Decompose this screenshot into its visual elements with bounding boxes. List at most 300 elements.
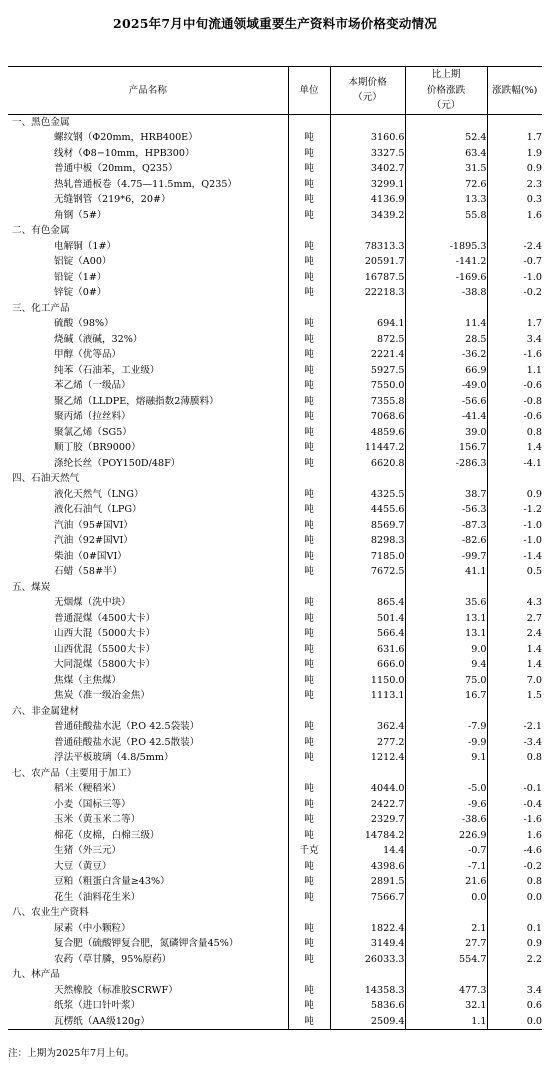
table-row [8, 890, 542, 906]
product-name-cell: 玉米（黄玉米二等） [54, 814, 141, 825]
price-cell: 501.4 [330, 611, 405, 627]
category-name-cell: 七、农产品（主要用于加工） [12, 767, 137, 779]
unit-cell: 吨 [288, 611, 330, 627]
table-row [8, 533, 542, 549]
price-cell: 1822.4 [330, 921, 405, 937]
pct-cell [487, 967, 542, 983]
table-row [8, 239, 542, 255]
change-cell: -0.7 [405, 843, 487, 859]
table-row [8, 626, 542, 642]
table-row [8, 952, 542, 968]
unit-cell: 吨 [288, 239, 330, 255]
price-cell: 277.2 [330, 735, 405, 751]
unit-cell: 吨 [288, 347, 330, 363]
unit-cell [288, 301, 330, 317]
price-cell: 2422.7 [330, 797, 405, 813]
unit-cell: 吨 [288, 502, 330, 518]
unit-cell: 吨 [288, 440, 330, 456]
product-name-cell: 瓦楞纸（AA级120g） [8, 1014, 288, 1030]
change-cell: 52.4 [405, 130, 487, 146]
product-name-cell: 苯乙烯（一级品） [54, 380, 131, 391]
change-cell: -56.3 [405, 502, 487, 518]
category-row [8, 967, 542, 983]
unit-cell: 吨 [288, 161, 330, 177]
unit-cell: 吨 [288, 828, 330, 844]
change-cell: 554.7 [405, 952, 487, 968]
header-pct: 涨跌幅(%) [487, 67, 542, 115]
pct-cell: -1.6 [487, 347, 542, 363]
pct-cell: 2.4 [487, 626, 542, 642]
pct-cell: -0.6 [487, 378, 542, 394]
unit-cell: 吨 [288, 130, 330, 146]
price-cell: 4325.5 [330, 487, 405, 503]
price-cell: 14.4 [330, 843, 405, 859]
pct-cell: 2.7 [487, 611, 542, 627]
pct-cell: -0.4 [487, 797, 542, 813]
price-cell: 4398.6 [330, 859, 405, 875]
change-cell: -7.9 [405, 719, 487, 735]
unit-cell: 吨 [288, 285, 330, 301]
header-price [330, 67, 405, 115]
unit-cell: 吨 [288, 750, 330, 766]
unit-cell: 吨 [288, 812, 330, 828]
change-cell: 41.1 [405, 564, 487, 580]
price-table [8, 66, 542, 1030]
product-name-cell: 纯苯（石油苯，工业级） [54, 364, 160, 376]
change-cell: -7.1 [405, 859, 487, 875]
product-name-cell: 普通硅酸盐水泥（P.O 42.5袋装） [54, 721, 200, 732]
category-row [8, 905, 542, 921]
unit-cell: 吨 [288, 378, 330, 394]
change-cell: -9.6 [405, 797, 487, 813]
unit-cell: 吨 [288, 564, 330, 580]
product-name-cell: 硫酸（98%） [54, 318, 114, 329]
price-cell: 5836.6 [330, 998, 405, 1014]
change-cell [405, 905, 487, 921]
pct-cell: -1.4 [487, 549, 542, 565]
table-row [8, 642, 542, 658]
pct-cell: -0.7 [487, 254, 542, 270]
price-cell: 3299.1 [330, 177, 405, 193]
pct-cell: 0.8 [487, 750, 542, 766]
price-cell: 16787.5 [330, 270, 405, 286]
table-row [8, 285, 542, 301]
category-name-cell: 二、有色金属 [12, 225, 70, 236]
change-cell: 72.6 [405, 177, 487, 193]
change-cell: 9.4 [405, 657, 487, 673]
price-cell: 3402.7 [330, 161, 405, 177]
product-name-cell: 锌锭（0#） [54, 287, 107, 298]
price-cell [330, 766, 405, 782]
category-name-cell: 一、黑色金属 [12, 116, 70, 128]
category-name-cell: 六、非金属建材 [12, 705, 80, 717]
table-row [8, 378, 542, 394]
table-row [8, 812, 542, 828]
table-row [8, 316, 542, 332]
pct-cell: -4.1 [487, 456, 542, 472]
pct-cell: -1.6 [487, 812, 542, 828]
change-cell [405, 580, 487, 596]
pct-cell [487, 114, 542, 130]
category-row [8, 471, 542, 487]
price-cell: 2891.5 [330, 874, 405, 890]
unit-cell: 吨 [288, 735, 330, 751]
pct-cell: 7.0 [487, 673, 542, 689]
pct-cell: -0.1 [487, 781, 542, 797]
change-cell: 9.0 [405, 642, 487, 658]
unit-cell [288, 223, 330, 239]
table-row [8, 394, 542, 410]
pct-cell: -2.1 [487, 719, 542, 735]
price-cell [330, 301, 405, 317]
price-cell: 4136.9 [330, 192, 405, 208]
pct-cell: -1.0 [487, 518, 542, 534]
pct-cell: -1.0 [487, 270, 542, 286]
category-name-cell: 三、化工产品 [12, 302, 70, 314]
unit-cell: 吨 [288, 254, 330, 270]
price-cell: 566.4 [330, 626, 405, 642]
price-cell [330, 704, 405, 720]
price-cell: 7672.5 [330, 564, 405, 580]
table-row [8, 828, 542, 844]
table-row [8, 936, 542, 952]
table-row [8, 874, 542, 890]
product-name-cell: 天然橡胶（标准胶SCRWF） [54, 984, 178, 996]
change-cell [405, 704, 487, 720]
pct-cell: -0.2 [487, 285, 542, 301]
product-name-cell: 稻米（粳稻米） [54, 783, 122, 794]
change-cell: 66.9 [405, 363, 487, 379]
product-name-cell: 生猪（外三元） [54, 845, 122, 856]
table-row [8, 347, 542, 363]
change-cell: 27.7 [405, 936, 487, 952]
unit-cell: 吨 [288, 688, 330, 704]
price-cell: 3439.2 [330, 208, 405, 224]
table-row [8, 843, 542, 859]
table-row [8, 688, 542, 704]
product-name-cell: 铝锭（A00） [54, 256, 112, 267]
price-cell: 14358.3 [330, 983, 405, 999]
unit-cell: 吨 [288, 626, 330, 642]
product-name-cell: 复合肥（硫酸钾复合肥，氮磷钾含量45%） [54, 938, 239, 949]
price-cell [330, 114, 405, 130]
price-cell: 1150.0 [330, 673, 405, 689]
table-row [8, 595, 542, 611]
change-cell [405, 471, 487, 487]
price-cell: 8298.3 [330, 533, 405, 549]
product-name-cell: 涤纶长丝（POY150D/48F） [54, 457, 181, 469]
pct-cell: 3.4 [487, 332, 542, 348]
price-cell [330, 967, 405, 983]
change-cell: -286.3 [405, 456, 487, 472]
table-row [8, 208, 542, 224]
change-cell: 2.1 [405, 921, 487, 937]
table-row [8, 363, 542, 379]
price-cell: 4455.6 [330, 502, 405, 518]
pct-cell [487, 301, 542, 317]
unit-cell: 吨 [288, 394, 330, 410]
price-cell: 7185.0 [330, 549, 405, 565]
price-cell: 5927.5 [330, 363, 405, 379]
table-row [8, 781, 542, 797]
product-name-cell: 大豆（黄豆） [54, 860, 112, 872]
change-cell: -141.2 [405, 254, 487, 270]
price-cell: 7566.7 [330, 890, 405, 906]
unit-cell: 吨 [288, 657, 330, 673]
price-cell: 6620.8 [330, 456, 405, 472]
unit-cell [288, 766, 330, 782]
change-cell: -82.6 [405, 533, 487, 549]
pct-cell: 1.4 [487, 657, 542, 673]
table-row [8, 456, 542, 472]
product-name-cell: 电解铜（1#） [54, 240, 117, 252]
product-name-cell: 汽油（92#国VI） [54, 535, 133, 546]
product-name-cell: 顺丁胶（BR9000） [54, 442, 141, 453]
unit-cell: 吨 [288, 952, 330, 968]
change-cell: 477.3 [405, 983, 487, 999]
pct-cell: 0.8 [487, 425, 542, 441]
change-cell: 31.5 [405, 161, 487, 177]
price-cell: 362.4 [330, 719, 405, 735]
price-cell: 7550.0 [330, 378, 405, 394]
pct-cell: 0.8 [487, 874, 542, 890]
change-cell: 13.3 [405, 192, 487, 208]
pct-cell [487, 471, 542, 487]
pct-cell: 4.3 [487, 595, 542, 611]
pct-cell: -1.2 [487, 502, 542, 518]
pct-cell [487, 580, 542, 596]
product-name-cell: 无缝钢管（219*6，20#） [54, 194, 171, 205]
price-cell: 78313.3 [330, 239, 405, 255]
unit-cell: 吨 [288, 549, 330, 565]
change-cell: -49.0 [405, 378, 487, 394]
change-cell: -38.8 [405, 285, 487, 301]
change-cell: 28.5 [405, 332, 487, 348]
product-name-cell: 铅锭（1#） [54, 271, 107, 283]
pct-cell: 0.9 [487, 161, 542, 177]
change-cell [405, 301, 487, 317]
price-cell: 3160.6 [330, 130, 405, 146]
price-cell: 865.4 [330, 595, 405, 611]
product-name-cell: 聚丙烯（拉丝料） [54, 411, 131, 422]
unit-cell: 吨 [288, 146, 330, 162]
unit-cell: 吨 [288, 673, 330, 689]
product-name-cell: 普通中板（20mm，Q235） [54, 163, 178, 174]
pct-cell: 1.5 [487, 688, 542, 704]
unit-cell: 吨 [288, 192, 330, 208]
table-row [8, 177, 542, 193]
unit-cell: 吨 [288, 332, 330, 348]
product-name-cell: 聚氯乙烯（SG5） [54, 426, 132, 438]
pct-cell [487, 223, 542, 239]
unit-cell: 吨 [288, 456, 330, 472]
table-row [8, 270, 542, 286]
pct-cell: 0.0 [487, 890, 542, 906]
change-cell: -169.6 [405, 270, 487, 286]
change-cell [405, 967, 487, 983]
category-name-cell: 五、煤炭 [12, 581, 51, 593]
header-change [405, 67, 487, 115]
product-name-cell: 普通硅酸盐水泥（P.O 42.5散装） [54, 736, 200, 748]
pct-cell: 0.9 [487, 936, 542, 952]
unit-cell: 吨 [288, 921, 330, 937]
unit-cell: 吨 [288, 719, 330, 735]
price-cell: 666.0 [330, 657, 405, 673]
pct-cell: 0.1 [487, 921, 542, 937]
pct-cell: 0.3 [487, 192, 542, 208]
category-name-cell: 九、林产品 [12, 969, 60, 980]
change-cell: 0.0 [405, 890, 487, 906]
unit-cell: 吨 [288, 363, 330, 379]
table-row [8, 719, 542, 735]
unit-cell: 吨 [288, 177, 330, 193]
change-cell: -87.3 [405, 518, 487, 534]
product-name-cell: 甲醇（优等品） [54, 349, 122, 360]
table-row [8, 192, 542, 208]
table-row [8, 409, 542, 425]
product-name-cell: 焦煤（主焦煤） [54, 674, 122, 686]
change-cell: -56.6 [405, 394, 487, 410]
price-cell: 26033.3 [330, 952, 405, 968]
unit-cell [288, 967, 330, 983]
pct-cell [487, 905, 542, 921]
category-row [8, 766, 542, 782]
change-cell: 226.9 [405, 828, 487, 844]
table-row [8, 1014, 542, 1030]
unit-cell: 吨 [288, 518, 330, 534]
price-cell: 8569.7 [330, 518, 405, 534]
table-row [8, 254, 542, 270]
table-row [8, 611, 542, 627]
unit-cell: 吨 [288, 270, 330, 286]
change-cell: 39.0 [405, 425, 487, 441]
pct-cell [487, 704, 542, 720]
price-cell: 14784.2 [330, 828, 405, 844]
unit-cell: 千克 [288, 843, 330, 859]
product-name-cell: 液化石油气（LPG） [54, 504, 142, 515]
price-cell: 2329.7 [330, 812, 405, 828]
price-cell: 4044.0 [330, 781, 405, 797]
unit-cell: 吨 [288, 983, 330, 999]
category-row [8, 114, 542, 130]
header-price-text: 本期价格 （元） [348, 76, 387, 104]
unit-cell: 吨 [288, 316, 330, 332]
price-cell: 3327.5 [330, 146, 405, 162]
table-row [8, 998, 542, 1014]
change-cell [405, 766, 487, 782]
price-cell: 631.6 [330, 642, 405, 658]
pct-cell: -1.0 [487, 533, 542, 549]
table-row [8, 440, 542, 456]
table-row [8, 518, 542, 534]
price-cell: 1212.4 [330, 750, 405, 766]
unit-cell: 吨 [288, 859, 330, 875]
price-cell: 20591.7 [330, 254, 405, 270]
product-name-cell: 焦炭（准一级冶金焦） [54, 690, 150, 701]
header-row [8, 67, 542, 115]
price-table-body [8, 67, 542, 1030]
table-row [8, 161, 542, 177]
price-cell: 2221.4 [330, 347, 405, 363]
pct-cell: -2.4 [487, 239, 542, 255]
pct-cell: 1.7 [487, 316, 542, 332]
table-row [8, 146, 542, 162]
change-cell: -38.6 [405, 812, 487, 828]
price-cell: 694.1 [330, 316, 405, 332]
change-cell: 38.7 [405, 487, 487, 503]
product-name-cell: 纸浆（进口针叶浆） [54, 1000, 141, 1011]
header-name: 产品名称 [8, 67, 288, 115]
unit-cell: 吨 [288, 533, 330, 549]
category-row [8, 580, 542, 596]
price-cell: 7355.8 [330, 394, 405, 410]
change-cell: 35.6 [405, 595, 487, 611]
price-cell: 872.5 [330, 332, 405, 348]
product-name-cell: 柴油（0#国VI） [54, 550, 127, 562]
change-cell: 1.1 [405, 1014, 487, 1030]
pct-cell: -3.4 [487, 735, 542, 751]
unit-cell: 吨 [288, 998, 330, 1014]
unit-cell [288, 580, 330, 596]
price-cell: 3149.4 [330, 936, 405, 952]
table-row [8, 797, 542, 813]
product-name-cell: 无烟煤（洗中块） [54, 597, 131, 608]
category-row [8, 223, 542, 239]
product-name-cell: 小麦（国标三等） [54, 798, 131, 810]
product-name-cell: 热轧普通板卷（4.75—11.5mm，Q235） [54, 178, 238, 190]
pct-cell: 1.6 [487, 208, 542, 224]
price-cell [330, 471, 405, 487]
table-row [8, 859, 542, 875]
price-cell: 1113.1 [330, 688, 405, 704]
pct-cell: 1.4 [487, 440, 542, 456]
change-cell: 9.1 [405, 750, 487, 766]
product-name-cell: 普通混煤（4500大卡） [54, 612, 156, 624]
change-cell: 13.1 [405, 626, 487, 642]
change-cell [405, 114, 487, 130]
pct-cell: 0.6 [487, 998, 542, 1014]
unit-cell: 吨 [288, 781, 330, 797]
document-title: 2025年7月中旬流通领域重要生产资料市场价格变动情况 [113, 16, 437, 31]
pct-cell: 1.9 [487, 146, 542, 162]
change-cell [405, 223, 487, 239]
category-name-cell: 四、石油天然气 [12, 473, 80, 484]
unit-cell [288, 905, 330, 921]
change-cell: 75.0 [405, 673, 487, 689]
unit-cell: 吨 [288, 409, 330, 425]
price-cell [330, 580, 405, 596]
table-row [8, 564, 542, 580]
table-row [8, 549, 542, 565]
price-cell [330, 223, 405, 239]
unit-cell: 吨 [288, 797, 330, 813]
pct-cell: 0.9 [487, 487, 542, 503]
unit-cell: 吨 [288, 874, 330, 890]
pct-cell: 3.4 [487, 983, 542, 999]
pct-cell: 1.7 [487, 130, 542, 146]
category-name-cell: 八、农业生产资料 [12, 907, 89, 918]
change-cell: 32.1 [405, 998, 487, 1014]
category-row [8, 704, 542, 720]
product-name-cell: 烧碱（液碱，32%） [54, 333, 143, 345]
pct-cell: 0.5 [487, 564, 542, 580]
change-cell: 21.6 [405, 874, 487, 890]
pct-cell: -0.6 [487, 409, 542, 425]
change-cell: -9.9 [405, 735, 487, 751]
unit-cell [288, 704, 330, 720]
table-row [8, 502, 542, 518]
product-name-cell: 浮法平板玻璃（4.8/5mm） [54, 752, 174, 763]
